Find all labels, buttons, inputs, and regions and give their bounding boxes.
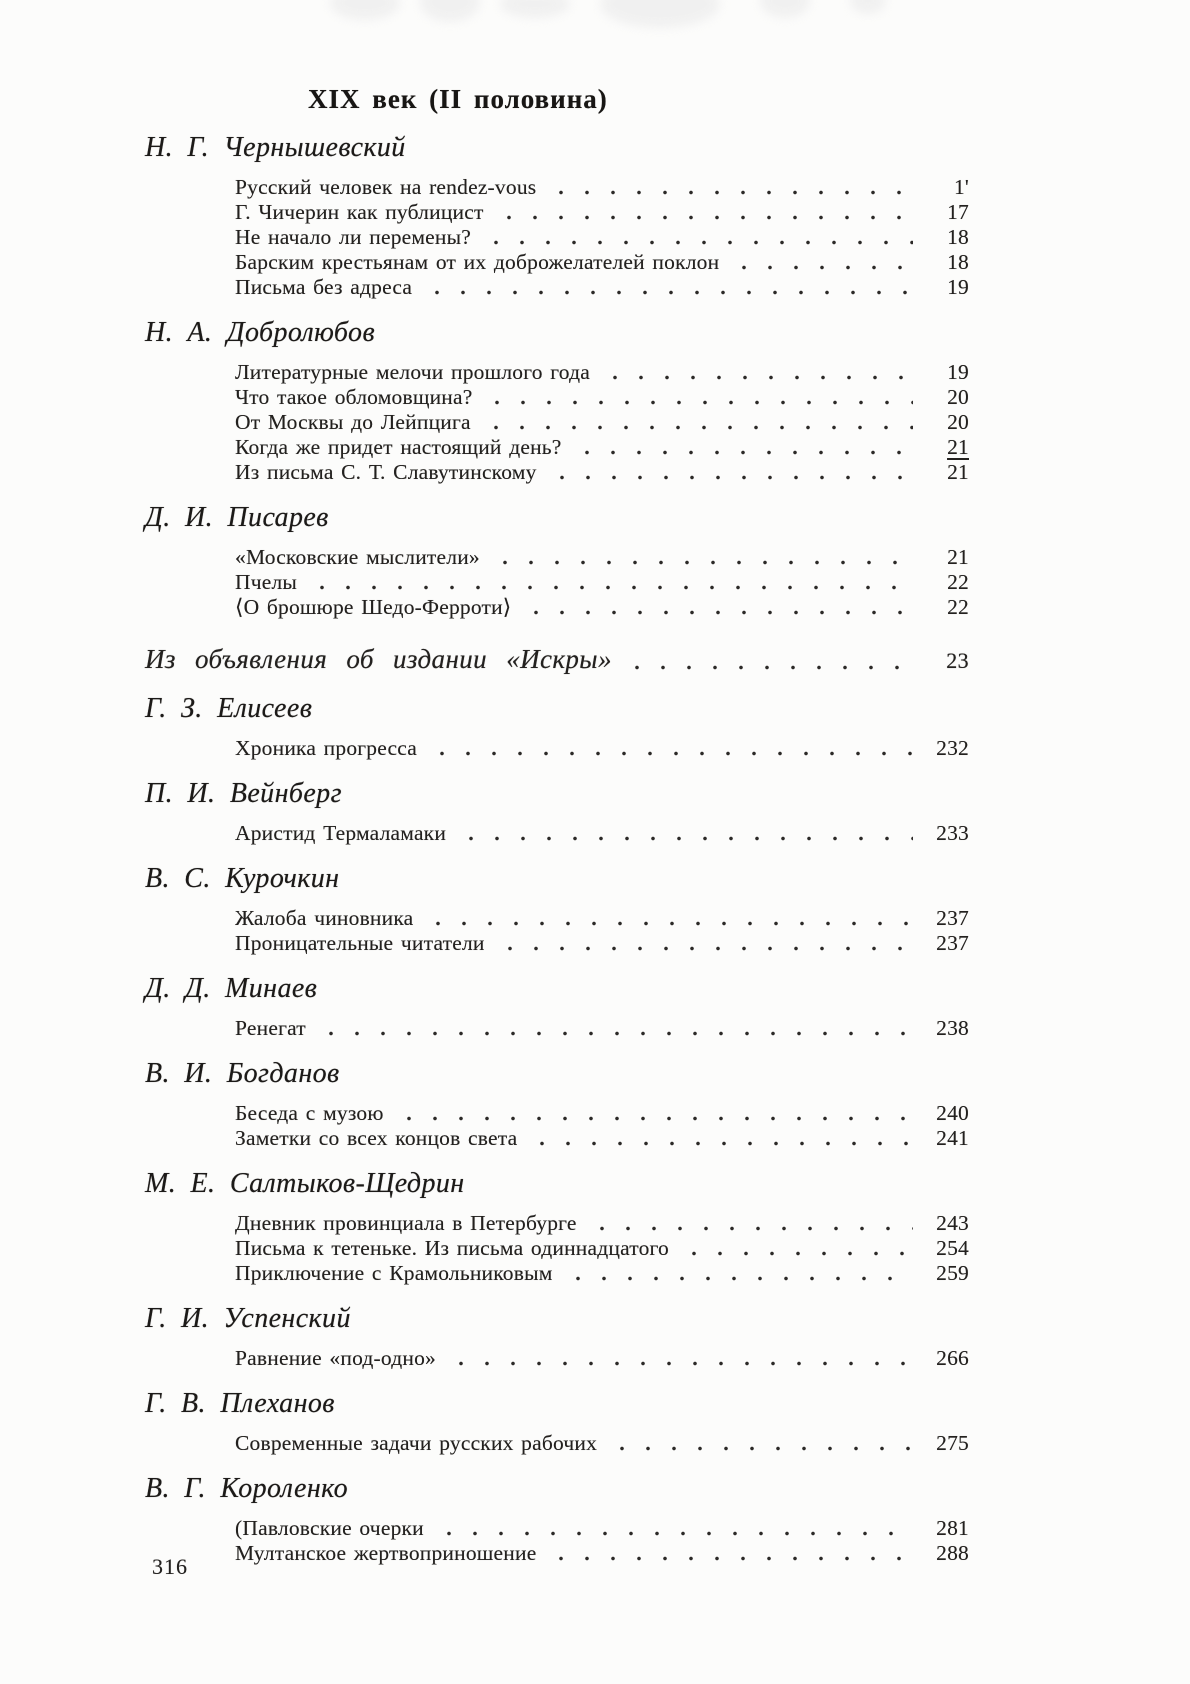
dot-leader bbox=[565, 1276, 913, 1281]
dot-leader bbox=[589, 1226, 913, 1231]
toc-entry bbox=[235, 1431, 969, 1456]
entry-title: Заметки со всех концов света bbox=[235, 1126, 518, 1150]
entry-title: Жалоба чиновника bbox=[235, 906, 414, 930]
entry-title: Литературные мелочи прошлого года bbox=[235, 360, 590, 384]
toc-section bbox=[145, 863, 969, 956]
toc-section-items bbox=[145, 1101, 969, 1151]
entry-page-number: 275 bbox=[936, 1431, 969, 1455]
toc-section bbox=[145, 1473, 969, 1566]
entry-page-number: 237 bbox=[936, 906, 969, 930]
toc-entry bbox=[235, 410, 969, 435]
toc-entry bbox=[235, 570, 969, 595]
entry-page-number: 21 bbox=[947, 545, 969, 569]
toc-section bbox=[145, 973, 969, 1041]
entry-title: Современные задачи русских рабочих bbox=[235, 1431, 598, 1455]
author-heading: Н. Г. Чернышевский bbox=[145, 132, 406, 163]
dot-leader bbox=[548, 1556, 913, 1561]
dot-leader bbox=[396, 1116, 913, 1121]
dot-leader bbox=[549, 475, 913, 480]
author-heading: В. И. Богданов bbox=[145, 1058, 340, 1089]
toc-entry bbox=[235, 360, 969, 385]
entry-page-number: 238 bbox=[936, 1016, 969, 1040]
dot-leader bbox=[483, 425, 913, 430]
toc-entry bbox=[235, 175, 969, 200]
toc-entry bbox=[235, 906, 969, 931]
entry-page-number: 21 bbox=[947, 435, 969, 459]
author-heading: Н. А. Добролюбов bbox=[145, 317, 376, 348]
toc-entry bbox=[235, 1541, 969, 1566]
dot-leader bbox=[492, 560, 913, 565]
entry-title: Ренегат bbox=[235, 1016, 306, 1040]
toc-entry bbox=[235, 545, 969, 570]
entry-title: Русский человек на rendez-vous bbox=[235, 175, 537, 199]
entry-page-number: 233 bbox=[936, 821, 969, 845]
dot-leader bbox=[318, 1031, 913, 1036]
toc-entry bbox=[235, 1101, 969, 1126]
entry-title: Проницательные читатели bbox=[235, 931, 485, 955]
entry-page-number: 23 bbox=[946, 648, 969, 673]
entry-title: Когда же придет настоящий день? bbox=[235, 435, 562, 459]
dot-leader bbox=[529, 1141, 913, 1146]
author-heading: Д. Д. Минаев bbox=[145, 973, 318, 1004]
folio-page-number: 316 bbox=[152, 1554, 188, 1579]
toc-entry bbox=[235, 225, 969, 250]
author-heading: П. И. Вейнберг bbox=[145, 778, 342, 809]
toc-entry bbox=[235, 435, 969, 460]
dot-leader bbox=[624, 665, 913, 670]
toc-section-items bbox=[145, 1346, 969, 1371]
dot-leader bbox=[548, 190, 913, 195]
entry-page-number: 22 bbox=[947, 570, 969, 594]
toc-section bbox=[145, 502, 969, 620]
toc-entry bbox=[235, 1516, 969, 1541]
toc-entry bbox=[235, 1016, 969, 1041]
author-heading: Д. И. Писарев bbox=[145, 502, 329, 533]
entry-page-number: 254 bbox=[936, 1236, 969, 1260]
toc-entry bbox=[235, 1211, 969, 1236]
toc-entry bbox=[235, 595, 969, 620]
author-heading: М. Е. Салтыков-Щедрин bbox=[145, 1168, 465, 1199]
toc-entry bbox=[235, 931, 969, 956]
entry-title: Равнение «под-одно» bbox=[235, 1346, 436, 1370]
entry-title: Г. Чичерин как публицист bbox=[235, 200, 484, 224]
entry-title: Из письма С. Т. Славутинскому bbox=[235, 460, 537, 484]
toc-section-items bbox=[145, 175, 969, 300]
dot-leader bbox=[497, 946, 913, 951]
dot-leader bbox=[424, 290, 913, 295]
entry-title: Приключение с Крамольниковым bbox=[235, 1261, 553, 1285]
entry-title: Не начало ли перемены? bbox=[235, 225, 472, 249]
entry-page-number: 240 bbox=[936, 1101, 969, 1125]
toc-section bbox=[145, 693, 969, 761]
author-heading: В. С. Курочкин bbox=[145, 863, 340, 894]
toc-section-items bbox=[145, 1211, 969, 1286]
entry-page-number: 237 bbox=[936, 931, 969, 955]
dot-leader bbox=[425, 921, 913, 926]
entry-page-number: 1' bbox=[953, 175, 969, 199]
entry-title: От Москвы до Лейпцига bbox=[235, 410, 471, 434]
author-heading: В. Г. Короленко bbox=[145, 1473, 349, 1504]
toc-section-items bbox=[145, 821, 969, 846]
toc-section bbox=[145, 1058, 969, 1151]
entry-title: ⟨О брошюре Шедо-Ферроти⟩ bbox=[235, 595, 512, 619]
toc-section-items bbox=[145, 360, 969, 485]
entry-page-number: 243 bbox=[936, 1211, 969, 1235]
toc-section-items bbox=[145, 906, 969, 956]
dot-leader bbox=[448, 1361, 913, 1366]
dot-leader bbox=[483, 240, 913, 245]
toc-section-items bbox=[145, 1516, 969, 1566]
entry-title: «Московские мыслители» bbox=[235, 545, 480, 569]
standalone-heading-entry bbox=[145, 644, 969, 676]
entry-page-number: 22 bbox=[947, 595, 969, 619]
entry-page-number: 21 bbox=[947, 460, 969, 484]
entry-page-number: 288 bbox=[936, 1541, 969, 1565]
author-heading: Г. И. Успенский bbox=[145, 1303, 351, 1334]
dot-leader bbox=[309, 585, 913, 590]
entry-title: Письма к тетеньке. Из письма одиннадцатого bbox=[235, 1236, 669, 1260]
toc-section bbox=[145, 1388, 969, 1456]
toc-section bbox=[145, 1168, 969, 1286]
entry-title: (Павловские очерки bbox=[235, 1516, 424, 1540]
entry-page-number: 281 bbox=[936, 1516, 969, 1540]
entry-title: Аристид Термаламаки bbox=[235, 821, 447, 845]
toc-section-items bbox=[145, 1431, 969, 1456]
entry-page-number: 232 bbox=[936, 736, 969, 760]
entry-page-number: 19 bbox=[947, 275, 969, 299]
entry-page-number: 20 bbox=[947, 410, 969, 434]
entry-title: Беседа с музою bbox=[235, 1101, 384, 1125]
entry-page-number: 19 bbox=[947, 360, 969, 384]
dot-leader bbox=[496, 215, 913, 220]
entry-title: Барским крестьянам от их доброжелателей поклон bbox=[235, 250, 720, 274]
toc-section bbox=[145, 1303, 969, 1371]
toc-section-items bbox=[145, 1016, 969, 1041]
entry-page-number: 241 bbox=[936, 1126, 969, 1150]
toc-entry bbox=[235, 1261, 969, 1286]
table-of-contents bbox=[145, 132, 969, 1566]
dot-leader bbox=[429, 751, 913, 756]
dot-leader bbox=[436, 1531, 913, 1536]
toc-section-items bbox=[145, 736, 969, 761]
toc-entry bbox=[235, 275, 969, 300]
entry-page-number: 20 bbox=[947, 385, 969, 409]
author-heading: Г. З. Елисеев bbox=[145, 693, 313, 724]
toc-section bbox=[145, 132, 969, 300]
entry-page-number: 18 bbox=[947, 225, 969, 249]
toc-entry bbox=[235, 1126, 969, 1151]
entry-page-number: 266 bbox=[936, 1346, 969, 1370]
toc-section bbox=[145, 778, 969, 846]
dot-leader bbox=[458, 836, 913, 841]
toc-entry bbox=[235, 1236, 969, 1261]
entry-page-number: 18 bbox=[947, 250, 969, 274]
toc-entry bbox=[235, 385, 969, 410]
toc-entry bbox=[235, 736, 969, 761]
entry-title: Письма без адреса bbox=[235, 275, 413, 299]
entry-title: Что такое обломовщина? bbox=[235, 385, 473, 409]
dot-leader bbox=[681, 1251, 913, 1256]
entry-title: Мултанское жертвоприношение bbox=[235, 1541, 537, 1565]
entry-title: Хроника прогресса bbox=[235, 736, 418, 760]
toc-entry bbox=[235, 821, 969, 846]
page-title: XIX век (II половина) bbox=[308, 84, 608, 114]
standalone-heading-title: Из объявления об издании «Искры» bbox=[145, 644, 612, 674]
dot-leader bbox=[484, 400, 913, 405]
dot-leader bbox=[602, 375, 913, 380]
toc-section-items bbox=[145, 545, 969, 620]
entry-page-number: 17 bbox=[947, 200, 969, 224]
dot-leader bbox=[731, 265, 913, 270]
entry-title: Дневник провинциала в Петербурге bbox=[235, 1211, 577, 1235]
dot-leader bbox=[574, 450, 913, 455]
toc-section bbox=[145, 317, 969, 485]
author-heading: Г. В. Плеханов bbox=[145, 1388, 335, 1419]
entry-page-number: 259 bbox=[936, 1261, 969, 1285]
toc-entry bbox=[235, 1346, 969, 1371]
toc-entry bbox=[235, 460, 969, 485]
toc-entry bbox=[235, 200, 969, 225]
toc-entry bbox=[235, 250, 969, 275]
entry-title: Пчелы bbox=[235, 570, 298, 594]
dot-leader bbox=[523, 610, 913, 615]
dot-leader bbox=[609, 1446, 913, 1451]
